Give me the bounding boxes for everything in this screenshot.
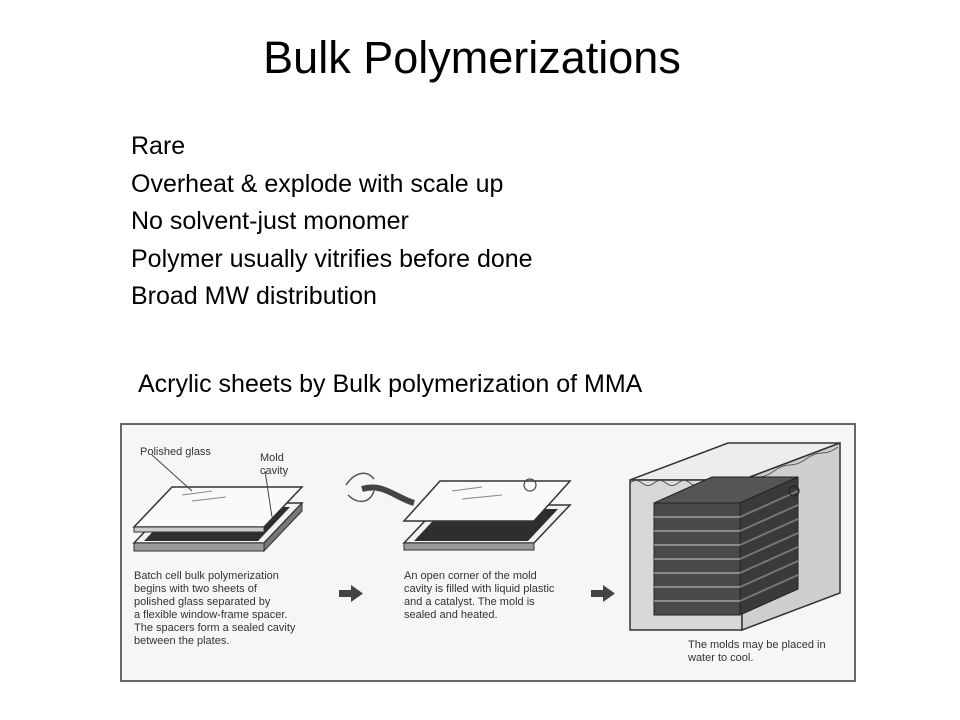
acrylic-sheet-process-figure <box>120 423 856 682</box>
step2-illustration <box>346 473 570 550</box>
step1-text: begins with two sheets of <box>134 583 257 595</box>
step2-text: An open corner of the mold <box>404 570 537 582</box>
step3-text: The molds may be placed in <box>688 639 826 651</box>
bullet-item: Overheat & explode with scale up <box>131 169 504 198</box>
step2-text: cavity is filled with liquid plastic <box>404 583 555 595</box>
mold-cavity-label: cavity <box>260 465 289 477</box>
process-arrow-icon <box>339 585 363 602</box>
step1-text: polished glass separated by <box>134 596 271 608</box>
step3-text: water to cool. <box>688 652 754 664</box>
step2-text: and a catalyst. The mold is <box>404 596 535 608</box>
step1-text: a flexible window-frame spacer. <box>134 609 288 621</box>
step1-text: between the plates. <box>134 635 230 647</box>
process-arrow-icon <box>591 585 615 602</box>
figure-caption: Acrylic sheets by Bulk polymerization of MMA <box>138 370 643 398</box>
bullet-item: Polymer usually vitrifies before done <box>131 244 533 273</box>
step3-illustration <box>630 443 840 630</box>
step1-text: Batch cell bulk polymerization <box>134 570 279 582</box>
slide-title: Bulk Polymerizations <box>263 32 681 83</box>
polished-glass-label: Polished glass <box>140 446 211 458</box>
step1-text: The spacers form a sealed cavity <box>134 622 296 634</box>
bullet-item: Broad MW distribution <box>131 282 377 310</box>
bullet-list <box>131 128 533 316</box>
step2-text: sealed and heated. <box>404 609 498 621</box>
mold-cavity-label: Mold <box>260 452 284 464</box>
bullet-item: No solvent-just monomer <box>131 207 409 235</box>
bullet-item: Rare <box>131 132 186 160</box>
